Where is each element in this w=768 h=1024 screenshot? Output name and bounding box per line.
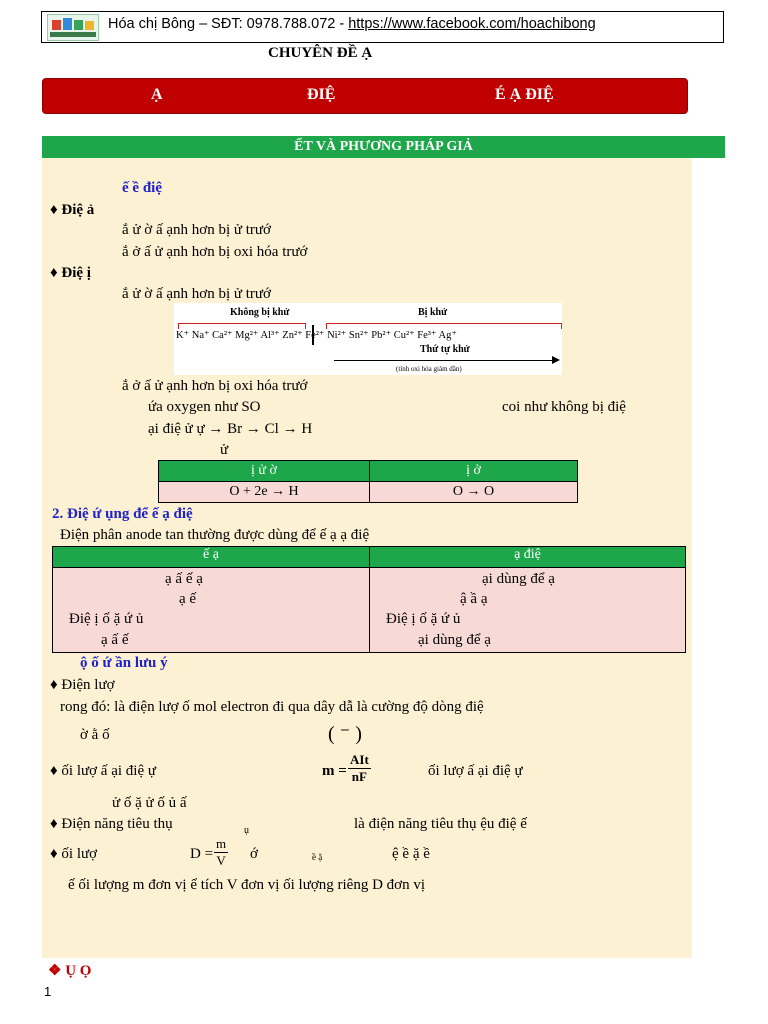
mass-bullet: ♦ ối lượ ấ ại điệ ự xyxy=(50,763,156,779)
page-number: 1 xyxy=(44,984,52,999)
right-line-4: ại dùng để ạ xyxy=(418,632,491,648)
reduction-order-diagram xyxy=(174,303,562,375)
footer-heading: ❖ Ụ Ọ xyxy=(48,963,92,979)
density-denominator: V xyxy=(216,853,226,868)
mass-numerator: AIt xyxy=(350,752,369,767)
facebook-link[interactable]: https://www.facebook.com/hoachibong xyxy=(348,16,596,32)
left-line-1: ạ ấ ế ạ xyxy=(165,571,203,587)
density-numerator: m xyxy=(216,836,227,851)
chapter-title: CHUYÊN ĐỀ Ạ xyxy=(268,45,373,61)
line-halide-order: ại điệ ử ự → Br → Cl → H xyxy=(148,421,313,437)
right-line-1: ại dùng để ạ xyxy=(482,571,555,587)
line-cathode-molten: ắ ử ờ ấ ạnh hơn bị ử trướ xyxy=(122,222,271,238)
energy-subscript: ụ xyxy=(244,825,249,836)
table1-anode-reaction: O → O xyxy=(370,482,578,503)
header-contact: Hóa chị Bông – SĐT: 0978.788.072 - xyxy=(108,16,349,32)
line-cathode-solution: ắ ử ờ ấ ạnh hơn bị ử trướ xyxy=(122,286,271,302)
mass-fraction xyxy=(348,752,371,785)
mass-formula-label: m = xyxy=(322,763,347,779)
density-with: ớ xyxy=(250,846,258,862)
banner-part-1: Ạ xyxy=(151,86,163,103)
red-title-banner xyxy=(42,78,688,114)
mass-denominator: nF xyxy=(351,769,367,784)
energy-description: là điện năng tiêu thụ ệu điệ ế xyxy=(354,816,527,832)
charge-explanation: rong đó: là điện lượ ố mol electron đi qua dây dẫ là cường độ dòng điệ xyxy=(60,699,484,715)
water-electrolysis-table xyxy=(158,460,578,503)
density-formula-label: D = xyxy=(190,846,214,862)
arrow-right-icon xyxy=(552,356,560,364)
left-line-3: Điệ ị ố ặ ứ ủ xyxy=(69,611,144,627)
section1-heading: ế ề điệ xyxy=(122,180,162,196)
mass-description: ối lượ ấ ại điệ ự xyxy=(428,763,523,779)
section3-heading: ộ ố ứ ần lưu ý xyxy=(80,655,168,671)
table1-header-anode: ị ở xyxy=(370,461,578,482)
applications-table xyxy=(52,546,686,653)
line-anode-molten: ắ ở ấ ử ạnh hơn bị oxi hóa trướ xyxy=(122,244,308,260)
faraday-paren: ( ⁻ ) xyxy=(328,723,362,745)
density-units-line: ế ối lượng m đơn vị ể tích V đơn vị ối lượng riêng D đơn vị xyxy=(68,877,426,893)
ion-series: K⁺ Na⁺ Ca²⁺ Mg²⁺ Al³⁺ Zn²⁺ Fe²⁺ Ni²⁺ Sn²⁺ Pb²⁺ Cu²⁺ Fe³⁺ Ag⁺ xyxy=(176,330,457,341)
energy-bullet: ♦ Điện năng tiêu thụ xyxy=(50,816,173,832)
reduced-label: Bị khử xyxy=(418,307,448,318)
banner-part-2: ĐIỆ xyxy=(307,86,336,103)
density-fraction xyxy=(214,836,228,869)
line-anode-solution: ắ ở ấ ử ạnh hơn bị oxi hóa trướ xyxy=(122,378,308,394)
table1-cathode-reaction: O + 2e → H xyxy=(159,482,370,503)
order-note: (tính oxi hóa giảm dần) xyxy=(396,365,462,373)
bullet-molten: ♦ Điệ ả xyxy=(50,202,95,218)
order-arrow-line xyxy=(334,360,554,361)
logo-image xyxy=(47,14,99,41)
banner-part-3: É Ạ ĐIỆ xyxy=(495,86,554,103)
section2-intro: Điện phân anode tan thường được dùng để ế ạ ạ điệ xyxy=(60,527,370,543)
table1-header-cathode: ị ử ờ xyxy=(159,461,370,482)
density-description: ệ ề ặ ề xyxy=(392,846,430,862)
mass-symbols-line: ử ố ặ ử ố ủ ấ xyxy=(112,795,187,811)
not-reduced-label: Không bị khử xyxy=(230,307,290,318)
header-text xyxy=(108,16,596,32)
line-oxygen-anion: ứa oxygen như SO xyxy=(148,399,261,415)
line-water: ử xyxy=(220,442,229,458)
left-line-4: ạ ấ ế xyxy=(101,632,129,648)
density-small-text: ề ặ xyxy=(312,852,323,862)
table2-left-cell xyxy=(53,568,370,653)
section2-heading: 2. Điệ ứ ụng để ế ạ điệ xyxy=(52,506,193,522)
right-line-2: ậ ầ ạ xyxy=(460,591,488,607)
bullet-solution: ♦ Điệ ị xyxy=(50,265,91,281)
time-faraday-line: ờ ằ ố xyxy=(80,727,110,743)
order-label: Thứ tự khử xyxy=(420,344,470,355)
charge-bullet: ♦ Điện lượ xyxy=(50,677,115,693)
line-not-electrolyzed: coi như không bị điệ xyxy=(502,399,626,415)
table2-right-cell xyxy=(370,568,686,653)
table2-header-right: ạ điệ xyxy=(370,547,686,568)
green-section-banner: ẾT VÀ PHƯƠNG PHÁP GIẢ xyxy=(42,136,725,158)
right-line-3: Điệ ị ố ặ ứ ủ xyxy=(386,611,461,627)
density-bullet: ♦ ối lượ xyxy=(50,846,98,862)
table2-header-left: ế ạ xyxy=(53,547,370,568)
left-line-2: ạ ế xyxy=(179,591,197,607)
